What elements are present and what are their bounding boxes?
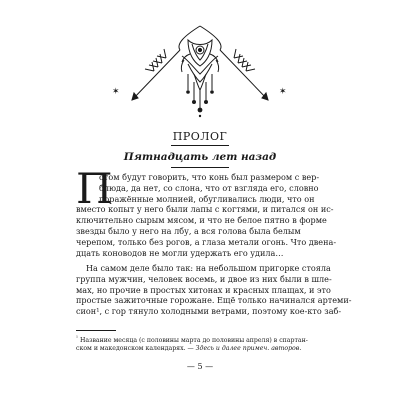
text-line: ключительно сырым мясом, и что не белое пятно в форме <box>76 215 327 226</box>
text-line: вместо копыт у него были лапы с когтями, и питался он ис- <box>76 204 334 215</box>
paragraph-2 <box>76 263 352 317</box>
title-divider <box>171 145 229 146</box>
star-left-icon: ✶ <box>112 87 120 97</box>
arrow-right-icon <box>220 49 268 100</box>
subtitle-divider <box>171 167 229 168</box>
text-line: На самом деле было так: на небольшом пригорке стояла <box>86 263 331 273</box>
footnote-text: Название месяца (с половины марта до половины апреля) в спартан- <box>79 337 308 345</box>
text-line: группа мужчин, человек восемь, и двое из них были в шле- <box>76 273 332 284</box>
chapter-subtitle: Пятнадцать лет назад <box>123 151 277 163</box>
footnote-line <box>76 334 338 345</box>
drop-cap: П <box>76 164 113 213</box>
footnote <box>76 334 338 354</box>
footnote-attribution: Здесь и далее примеч. авторов. <box>195 345 302 353</box>
pendant-body <box>181 40 218 108</box>
text-line: черепом, только без рогов, а глаза метали огонь. Что двена- <box>76 236 337 247</box>
footnote-text: ском и македонском календарях. — <box>76 345 194 353</box>
text-line: дцать коноводов не могли удержать его удила… <box>76 247 284 258</box>
footnote-divider <box>76 330 116 331</box>
footnote-number: ¹ <box>76 335 79 341</box>
text-line: мах, но прочие в простых хитонах и красных плащах, и это <box>76 284 331 295</box>
paragraph-1 <box>76 172 337 258</box>
text-line: звезды было у него на лбу, а вся голова была белым <box>76 225 301 236</box>
chapter-title: ПРОЛОГ <box>172 130 228 143</box>
arrow-left-icon <box>132 49 180 100</box>
text-line: простые зажиточные горожане. Ещё только начинался артеми- <box>76 295 352 306</box>
text-line: отом будут говорить, что конь был размером с вер- <box>99 172 320 182</box>
text-line: поражённые молнией, обугливались люди, что он <box>99 193 315 204</box>
page-number: — 5 — <box>186 362 214 371</box>
text-line: блюда, да нет, со слона, что от взгляда его, словно <box>99 182 319 193</box>
ornament-pendant-icon <box>104 16 296 126</box>
text-line: сион¹, с гор тянуло холодными ветрами, поэтому кое-кто заб- <box>76 306 342 317</box>
footnote-line <box>76 345 338 353</box>
star-right-icon: ✶ <box>279 87 287 97</box>
